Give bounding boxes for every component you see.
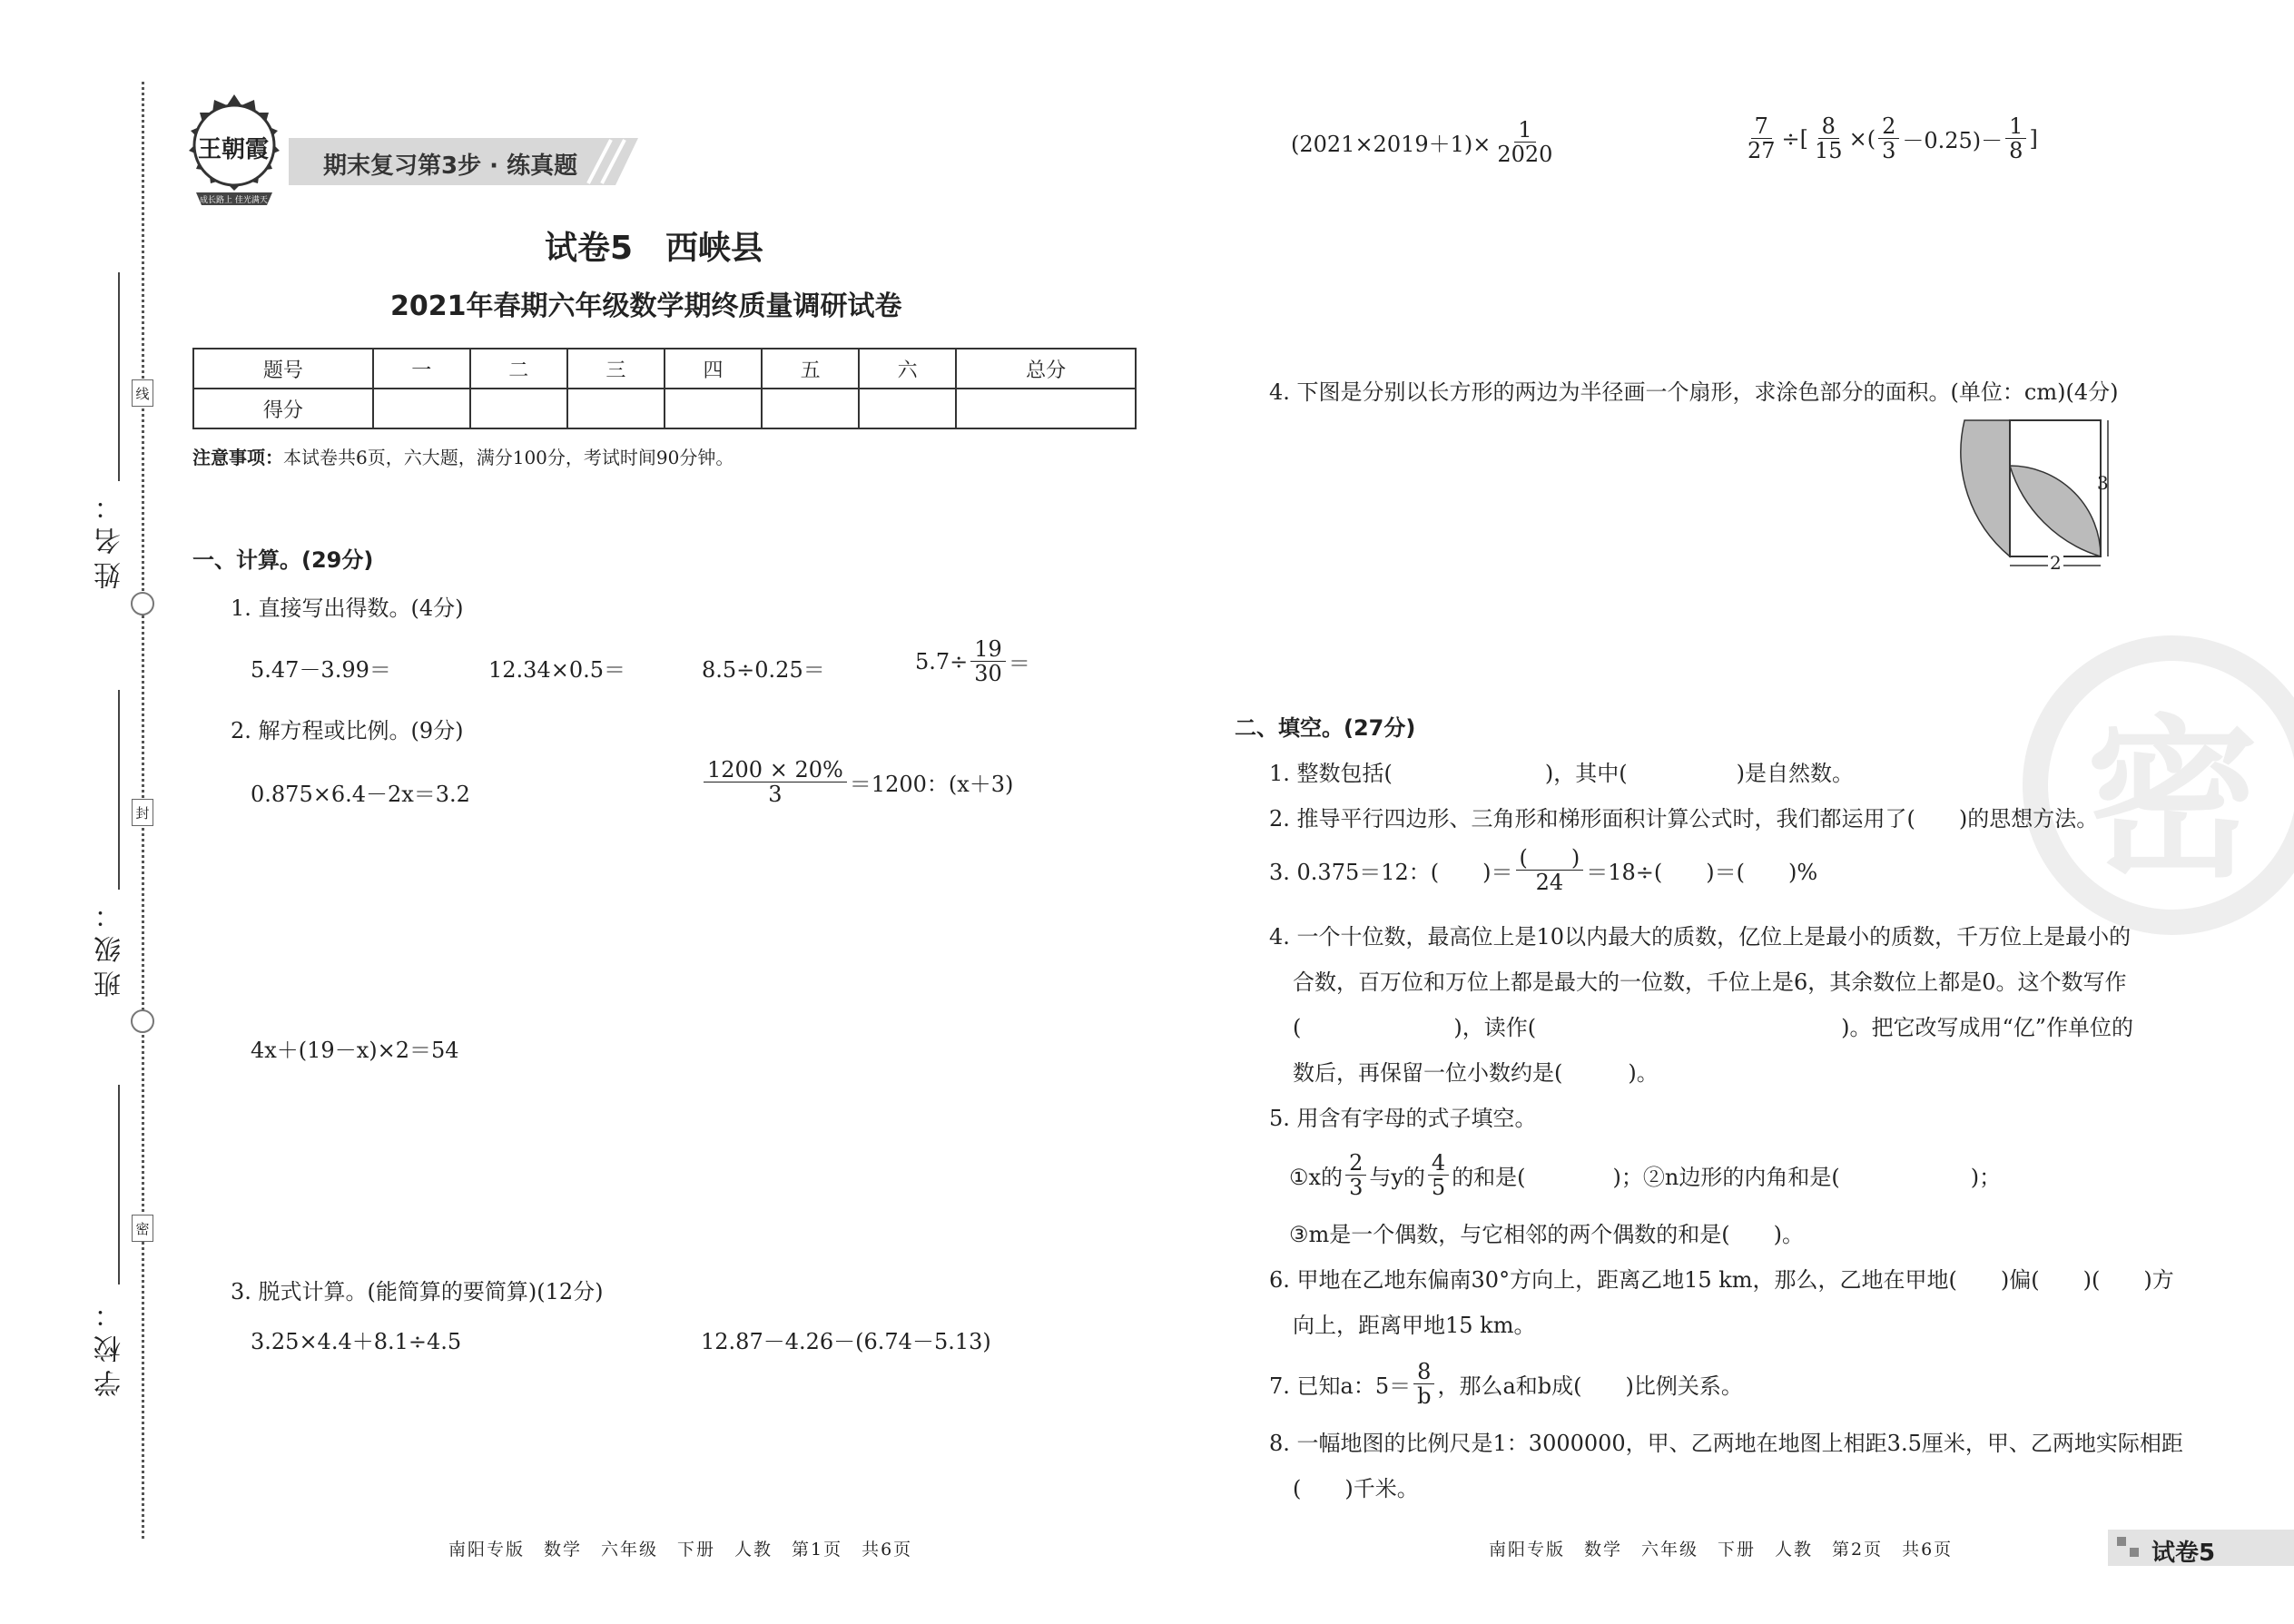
footer-left: 南阳专版 数学 六年级 下册 人教 第1页 共6页 xyxy=(448,1540,913,1560)
sector-figure xyxy=(1952,413,2115,576)
q2-b-rest: ＝1200：(x＋3) xyxy=(849,772,1014,798)
fraction-numerator: 19 xyxy=(970,637,1006,662)
fill-q1: 1. 整数包括( )，其中( )是自然数。 xyxy=(1269,761,1854,786)
q1-item-a: 5.47－3.99＝ xyxy=(251,657,391,683)
score-cell: 三 xyxy=(567,349,665,389)
footer-right: 南阳专版 数学 六年级 下册 人教 第2页 共6页 xyxy=(1489,1540,1954,1560)
class-underline xyxy=(118,690,120,890)
fill-q4-line2: 合数，百万位和万位上都是最大的一位数，千位上是6，其余数位上都是0。这个数写作 xyxy=(1293,969,2127,995)
school-underline xyxy=(118,1085,120,1284)
score-cell: 题号 xyxy=(193,349,373,389)
binding-knot-icon xyxy=(131,592,154,615)
fraction-denominator: 3 xyxy=(1882,138,1896,164)
calc-a xyxy=(1291,118,1559,167)
fill-q7-part: ，那么a和b成( )比例关系。 xyxy=(1437,1373,1743,1400)
q1-item-c: 8.5÷0.25＝ xyxy=(702,657,825,683)
fraction-numerator: 7 xyxy=(1751,114,1772,139)
q2-b xyxy=(701,758,1013,807)
paper-tab xyxy=(2108,1530,2294,1566)
school-label: 学校： xyxy=(94,1294,126,1397)
fraction-denominator: 8 xyxy=(2009,138,2023,164)
fill-q3 xyxy=(1269,846,1817,895)
fraction-numerator: 1 xyxy=(2005,114,2026,139)
fig-label-height: 3 xyxy=(2097,472,2109,494)
fraction-denominator: 2020 xyxy=(1497,142,1553,168)
calc-b-f1 xyxy=(1744,114,1779,163)
fraction-denominator: 24 xyxy=(1535,870,1564,896)
q2-c: 4x＋(19－x)×2＝54 xyxy=(251,1038,459,1063)
fraction-numerator: 8 xyxy=(1413,1360,1434,1384)
q2-a: 0.875×6.4－2x＝3.2 xyxy=(251,782,470,807)
score-cell: 四 xyxy=(665,349,762,389)
tab-square-icon xyxy=(2117,1537,2126,1546)
notice xyxy=(192,443,733,469)
fill-q7-fraction xyxy=(1413,1360,1434,1409)
fill-q5-part: 的和是( )；②n边形的内角和是( )； xyxy=(1452,1165,2002,1191)
fill-q7-part: 7. 已知a：5＝ xyxy=(1269,1373,1412,1400)
calc-b-op: －0.25)－ xyxy=(1902,128,2004,154)
secret-watermark xyxy=(2023,635,2294,935)
fill-q5-part: 与y的 xyxy=(1369,1165,1425,1191)
tab-square-icon xyxy=(2130,1548,2139,1557)
fill-q8-line1: 8. 一幅地图的比例尺是1：3000000，甲、乙两地在地图上相距3.5厘米，甲、乙两地实际相距 xyxy=(1269,1431,2183,1456)
score-cell: 得分 xyxy=(193,389,373,428)
score-input-cell[interactable] xyxy=(373,389,470,428)
fill-q6-line2: 向上，距离甲地15 km。 xyxy=(1293,1313,1536,1338)
q1-d-suffix: ＝ xyxy=(1008,651,1030,677)
binding-box-feng: 封 xyxy=(132,799,153,826)
score-input-cell[interactable] xyxy=(470,389,567,428)
fill-q3-part: 3. 0.375＝12：( )＝ xyxy=(1269,860,1513,886)
fraction-denominator: 3 xyxy=(768,782,783,808)
q2-b-fraction xyxy=(704,758,847,807)
step-banner-text: 期末复习第3步 · 练真题 xyxy=(323,153,578,180)
calc-b-f3 xyxy=(1878,114,1899,163)
q1-item-d xyxy=(915,637,1030,686)
calc-b-op: ÷[ xyxy=(1781,125,1809,152)
notice-text: 本试卷共6页，六大题，满分100分，考试时间90分钟。 xyxy=(283,447,734,468)
q3-a: 3.25×4.4＋8.1÷4.5 xyxy=(251,1329,462,1354)
q1-title: 1. 直接写出得数。(4分) xyxy=(231,595,464,621)
fill-q5-fraction-a xyxy=(1345,1151,1366,1200)
score-input-cell[interactable] xyxy=(859,389,956,428)
fraction-numerator: 1200 × 20% xyxy=(704,758,847,782)
score-input-cell[interactable] xyxy=(567,389,665,428)
fill-q4-line1: 4. 一个十位数，最高位上是10以内最大的质数，亿位上是最小的质数，千万位上是最小的 xyxy=(1269,924,2132,950)
fraction-denominator: 15 xyxy=(1815,138,1843,164)
fill-q5-line2: ③m是一个偶数，与它相邻的两个偶数的和是( )。 xyxy=(1289,1222,1804,1247)
score-cell: 二 xyxy=(470,349,567,389)
fill-q4-line4: 数后，再保留一位小数约是( )。 xyxy=(1293,1060,1659,1086)
logo-text: 王朝霞 xyxy=(198,136,270,163)
exam-title: 2021年春期六年级数学期终质量调研试卷 xyxy=(390,290,902,322)
calc-a-left: (2021×2019＋1)× xyxy=(1291,132,1492,158)
fraction-numerator: 2 xyxy=(1345,1151,1366,1176)
binding-knot-icon xyxy=(131,1009,154,1033)
calc-b-op: ×( xyxy=(1848,125,1876,152)
fill-q3-part: ＝18÷( )＝( )% xyxy=(1586,860,1818,886)
score-cell: 六 xyxy=(859,349,956,389)
paper-tab-label: 试卷5 xyxy=(2151,1540,2216,1567)
calc-b-f4 xyxy=(2005,114,2026,163)
step-banner xyxy=(289,138,638,185)
score-cell: 总分 xyxy=(956,349,1136,389)
fraction-denominator: 30 xyxy=(974,661,1002,687)
fill-q5-part: ①x的 xyxy=(1289,1165,1344,1191)
fill-q5-line1 xyxy=(1289,1151,2001,1200)
score-input-cell[interactable] xyxy=(762,389,859,428)
score-input-cell[interactable] xyxy=(665,389,762,428)
fraction-numerator: 2 xyxy=(1878,114,1899,139)
section2-title: 二、填空。(27分) xyxy=(1235,715,1416,741)
score-cell: 一 xyxy=(373,349,470,389)
score-table-score-row xyxy=(193,389,1136,428)
fraction-denominator: 5 xyxy=(1431,1175,1446,1201)
q1-item-b: 12.34×0.5＝ xyxy=(488,657,625,683)
binding-box-xian: 线 xyxy=(132,379,153,407)
fraction-numerator: 8 xyxy=(1818,114,1839,139)
q1-d-fraction xyxy=(970,637,1006,686)
brand-logo xyxy=(178,91,291,227)
section1-title: 一、计算。(29分) xyxy=(192,547,374,573)
fig-label-width: 2 xyxy=(2050,552,2062,574)
fraction-numerator: ( ) xyxy=(1516,846,1584,871)
q3-title: 3. 脱式计算。(能简算的要简算)(12分) xyxy=(231,1279,604,1304)
fraction-numerator: 4 xyxy=(1428,1151,1449,1176)
logo-tagline: 成长路上 佳光满天 xyxy=(200,196,268,205)
q2-title: 2. 解方程或比例。(9分) xyxy=(231,718,464,743)
fill-q4-line3: ( )，读作( )。把它改写成用“亿”作单位的 xyxy=(1293,1015,2133,1040)
score-cell: 五 xyxy=(762,349,859,389)
fraction-numerator: 1 xyxy=(1514,118,1535,143)
q3-b: 12.87－4.26－(6.74－5.13) xyxy=(701,1329,991,1354)
fill-q6-line1: 6. 甲地在乙地东偏南30°方向上，距离乙地15 km，那么，乙地在甲地( )偏( )( )方 xyxy=(1269,1267,2174,1293)
fraction-denominator: 27 xyxy=(1748,138,1776,164)
fill-q2: 2. 推导平行四边形、三角形和梯形面积计算公式时，我们都运用了( )的思想方法。 xyxy=(1269,806,2099,832)
name-underline xyxy=(118,272,120,481)
calc-b xyxy=(1741,114,2038,163)
class-label: 班级： xyxy=(94,894,126,998)
calc-b-f2 xyxy=(1811,114,1846,163)
binding-box-mi: 密 xyxy=(132,1215,153,1242)
calc-b-op: ] xyxy=(2029,125,2038,152)
calc-a-fraction xyxy=(1493,118,1556,167)
paper-title: 试卷5 西峡县 xyxy=(545,230,764,267)
fill-q3-fraction xyxy=(1516,846,1584,895)
watermark-char: 密 xyxy=(2085,699,2259,901)
fill-q8-line2: ( )千米。 xyxy=(1293,1476,1419,1501)
score-table-header-row xyxy=(193,349,1136,389)
fraction-denominator: 3 xyxy=(1349,1175,1364,1201)
fill-q5-fraction-b xyxy=(1428,1151,1449,1200)
q4-text: 4. 下图是分别以长方形的两边为半径画一个扇形，求涂色部分的面积。(单位：cm)(4分) xyxy=(1269,379,2119,405)
name-label: 姓名： xyxy=(94,486,126,589)
score-table xyxy=(192,348,1137,429)
fill-q7 xyxy=(1269,1360,1743,1409)
q1-d-prefix: 5.7÷ xyxy=(915,648,969,674)
fill-q5-title: 5. 用含有字母的式子填空。 xyxy=(1269,1106,1537,1131)
score-input-cell[interactable] xyxy=(956,389,1136,428)
notice-label: 注意事项： xyxy=(192,447,283,468)
fraction-denominator: b xyxy=(1417,1383,1432,1410)
